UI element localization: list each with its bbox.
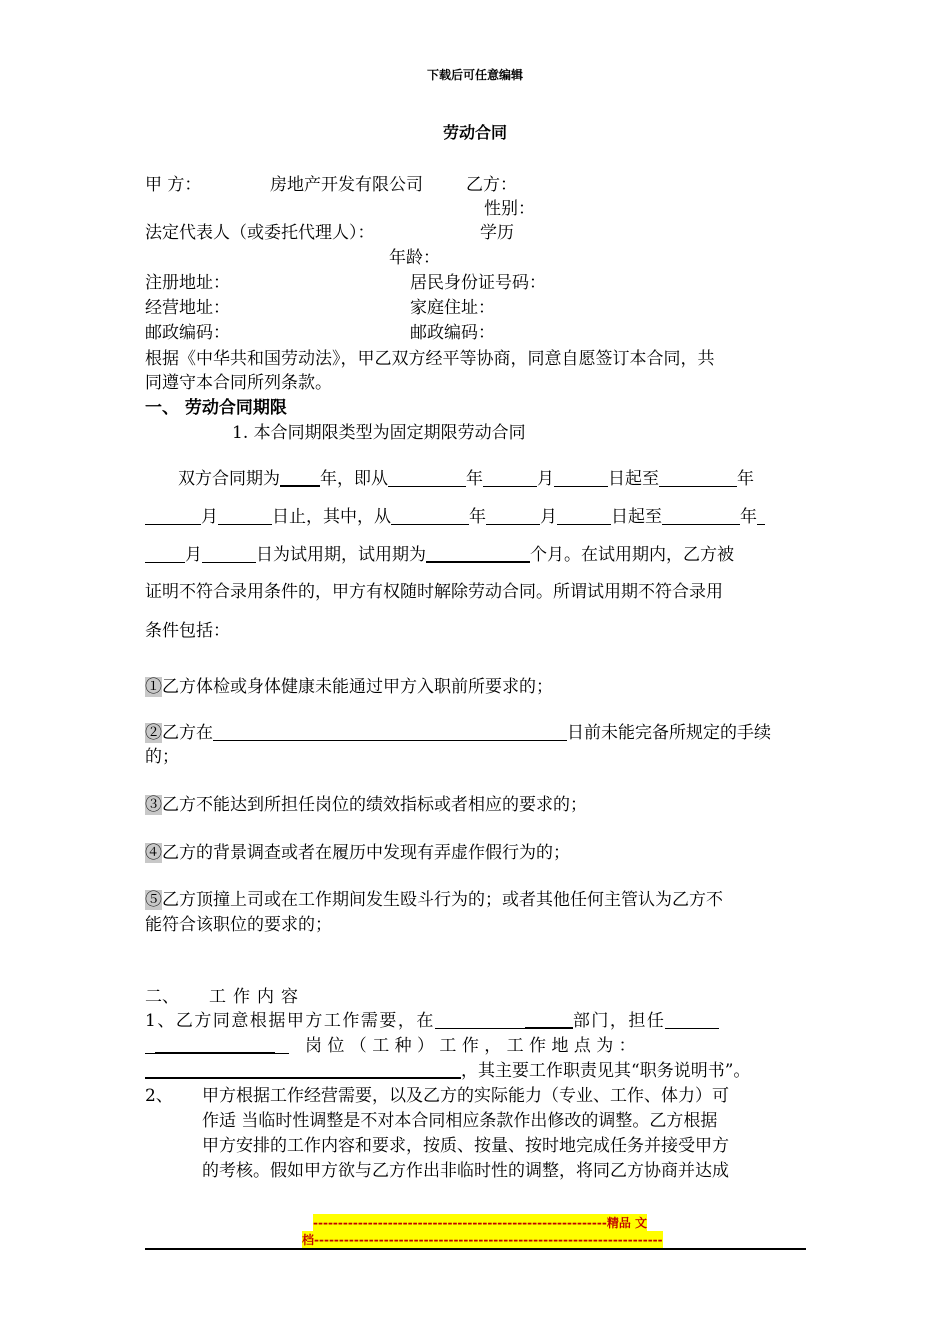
condition-3-text: 乙方不能达到所担任岗位的绩效指标或者相应的要求的； [162,795,587,815]
gender-label: 性别： [484,199,535,219]
blank-trial-end-day[interactable] [202,545,256,563]
blank-trial-start-year[interactable] [391,507,469,525]
term-text-b: 年，即从 [320,469,388,489]
blank-trial-end-year[interactable] [662,507,740,525]
footer-watermark-line-2: 档---------------------------------------------------------------------- [302,1233,663,1247]
blank-end-day[interactable] [218,507,272,525]
section-2-item-2-line-4: 的考核。假如甲方欲与乙方作出非临时性的调整，将同乙方协商并达成 [202,1161,729,1181]
id-number-label: 居民身份证号码： [410,273,546,293]
item-1-text-d: ，其主要工作职责见其“职务说明书”。 [461,1061,751,1081]
postcode-a-label: 邮政编码： [145,323,230,343]
blank-position-a[interactable] [665,1011,719,1029]
term-month-1: 月 [537,469,554,489]
term-month-3: 月 [540,507,557,527]
blank-start-month[interactable] [483,469,537,487]
section-1-item-1: 1. 本合同期限类型为固定期限劳动合同 [232,423,526,443]
term-line-4: 证明不符合录用条件的，甲方有权随时解除劳动合同。所谓试用期不符合录用 [145,582,723,602]
term-line-1 [178,464,754,489]
blank-work-location[interactable] [145,1060,461,1079]
blank-trial-start-day[interactable] [557,507,611,525]
term-line-2 [145,502,765,527]
term-trial-rest: 个月。在试用期内，乙方被 [530,545,734,565]
blank-start-day[interactable] [554,469,608,487]
section-2-item-1-line-3 [145,1056,750,1081]
postcode-b-label: 邮政编码： [410,323,495,343]
footer-watermark-line-1: -----------------------------------------------------------精品 文 [313,1216,648,1230]
condition-4-text: 乙方的背景调查或者在履历中发现有弄虚作假行为的； [162,843,570,863]
condition-3-mark: ③ [145,795,162,815]
reg-address-label: 注册地址： [145,273,230,293]
condition-5 [145,885,723,910]
term-year-3: 年 [469,507,486,527]
footer-rule [145,1248,806,1250]
term-end-text: 日止，其中，从 [272,507,391,527]
condition-1-text: 乙方体检或身体健康未能通过甲方入职前所要求的； [162,677,553,697]
condition-1 [145,672,553,697]
blank-trailing [757,507,765,525]
blank-trial-end-month[interactable] [145,545,185,563]
document-title: 劳动合同 [442,123,507,142]
section-2-heading: 工作内容 [209,987,305,1007]
section-2-heading-num: 二、 [145,987,179,1007]
section-2-item-2-line-3: 甲方安排的工作内容和要求，按质、按量、按时地完成任务并接受甲方 [202,1136,729,1156]
section-1-heading: 一、 劳动合同期限 [145,398,287,418]
condition-5-mark: ⑤ [145,890,162,910]
term-year-1: 年 [466,469,483,489]
term-month-2: 月 [201,507,218,527]
intro-line-1: 根据《中华共和国劳动法》，甲乙双方经平等协商，同意自愿签订本合同，共 [145,349,715,369]
term-year-4: 年 [740,507,757,527]
blank-trial-months[interactable] [426,544,530,563]
condition-3 [145,790,587,815]
blank-trial-start-month[interactable] [486,507,540,525]
section-2-item-2-line-1: 甲方根据工作经营需要，以及乙方的实际能力（专业、工作、体力）可 [202,1086,729,1106]
home-address-label: 家庭住址： [410,298,495,318]
condition-1-mark: ① [145,677,162,697]
header-note: 下载后可任意编辑 [426,68,523,82]
blank-department-a[interactable] [435,1011,525,1029]
term-text-a: 双方合同期为 [178,469,280,489]
item-1-text-a: 1、乙方同意根据甲方工作需要，在 [145,1011,435,1031]
blank-department-b[interactable] [525,1010,573,1029]
condition-2-text-a: 乙方在 [162,723,213,743]
blank-position-c[interactable] [155,1035,275,1054]
term-line-5: 条件包括： [145,621,230,641]
condition-5-text-a: 乙方顶撞上司或在工作期间发生殴斗行为的；或者其他任何主管认为乙方不 [162,890,723,910]
blank-position-b[interactable] [145,1036,155,1054]
intro-line-2: 同遵守本合同所列条款。 [145,373,332,393]
party-a-label: 甲 方： [145,175,202,195]
term-start-text: 日起至 [608,469,659,489]
age-label: 年龄： [389,248,440,268]
biz-address-label: 经营地址： [145,298,230,318]
section-2-item-2-line-2: 作适 当临时性调整是不对本合同相应条款作出修改的调整。乙方根据 [202,1111,718,1131]
blank-condition-2-date[interactable] [213,723,567,741]
blank-position-d[interactable] [275,1036,289,1054]
term-trial-text: 日为试用期，试用期为 [256,545,426,565]
blank-start-year[interactable] [388,469,466,487]
condition-2-text-b: 日前未能完备所规定的手续 [567,723,771,743]
term-line-3 [145,540,734,565]
term-start-text-2: 日起至 [611,507,662,527]
term-year-2: 年 [737,469,754,489]
condition-4-mark: ④ [145,843,162,863]
condition-4 [145,838,570,863]
blank-years[interactable] [280,468,320,487]
education-label: 学历 [480,223,514,243]
blank-end-month[interactable] [145,507,201,525]
section-2-item-1-line-2 [145,1031,636,1056]
section-2-item-1-line-1 [145,1006,719,1031]
legal-rep-label: 法定代表人（或委托代理人）： [145,223,375,243]
term-month-4: 月 [185,545,202,565]
party-b-label: 乙方： [466,175,517,195]
condition-2-text-c: 的； [145,747,179,767]
party-a-name: 房地产开发有限公司 [270,175,423,195]
condition-5-text-b: 能符合该职位的要求的； [145,915,332,935]
item-1-text-c: 岗 位 （ 工 种 ） 工 作 ， 工 作 地 点 为 ： [305,1036,636,1056]
condition-2 [145,718,771,743]
item-1-text-b: 部门，担任 [572,1011,666,1031]
section-2-item-2-num: 2、 [145,1086,173,1106]
condition-2-mark: ② [145,723,162,743]
blank-end-year[interactable] [659,469,737,487]
